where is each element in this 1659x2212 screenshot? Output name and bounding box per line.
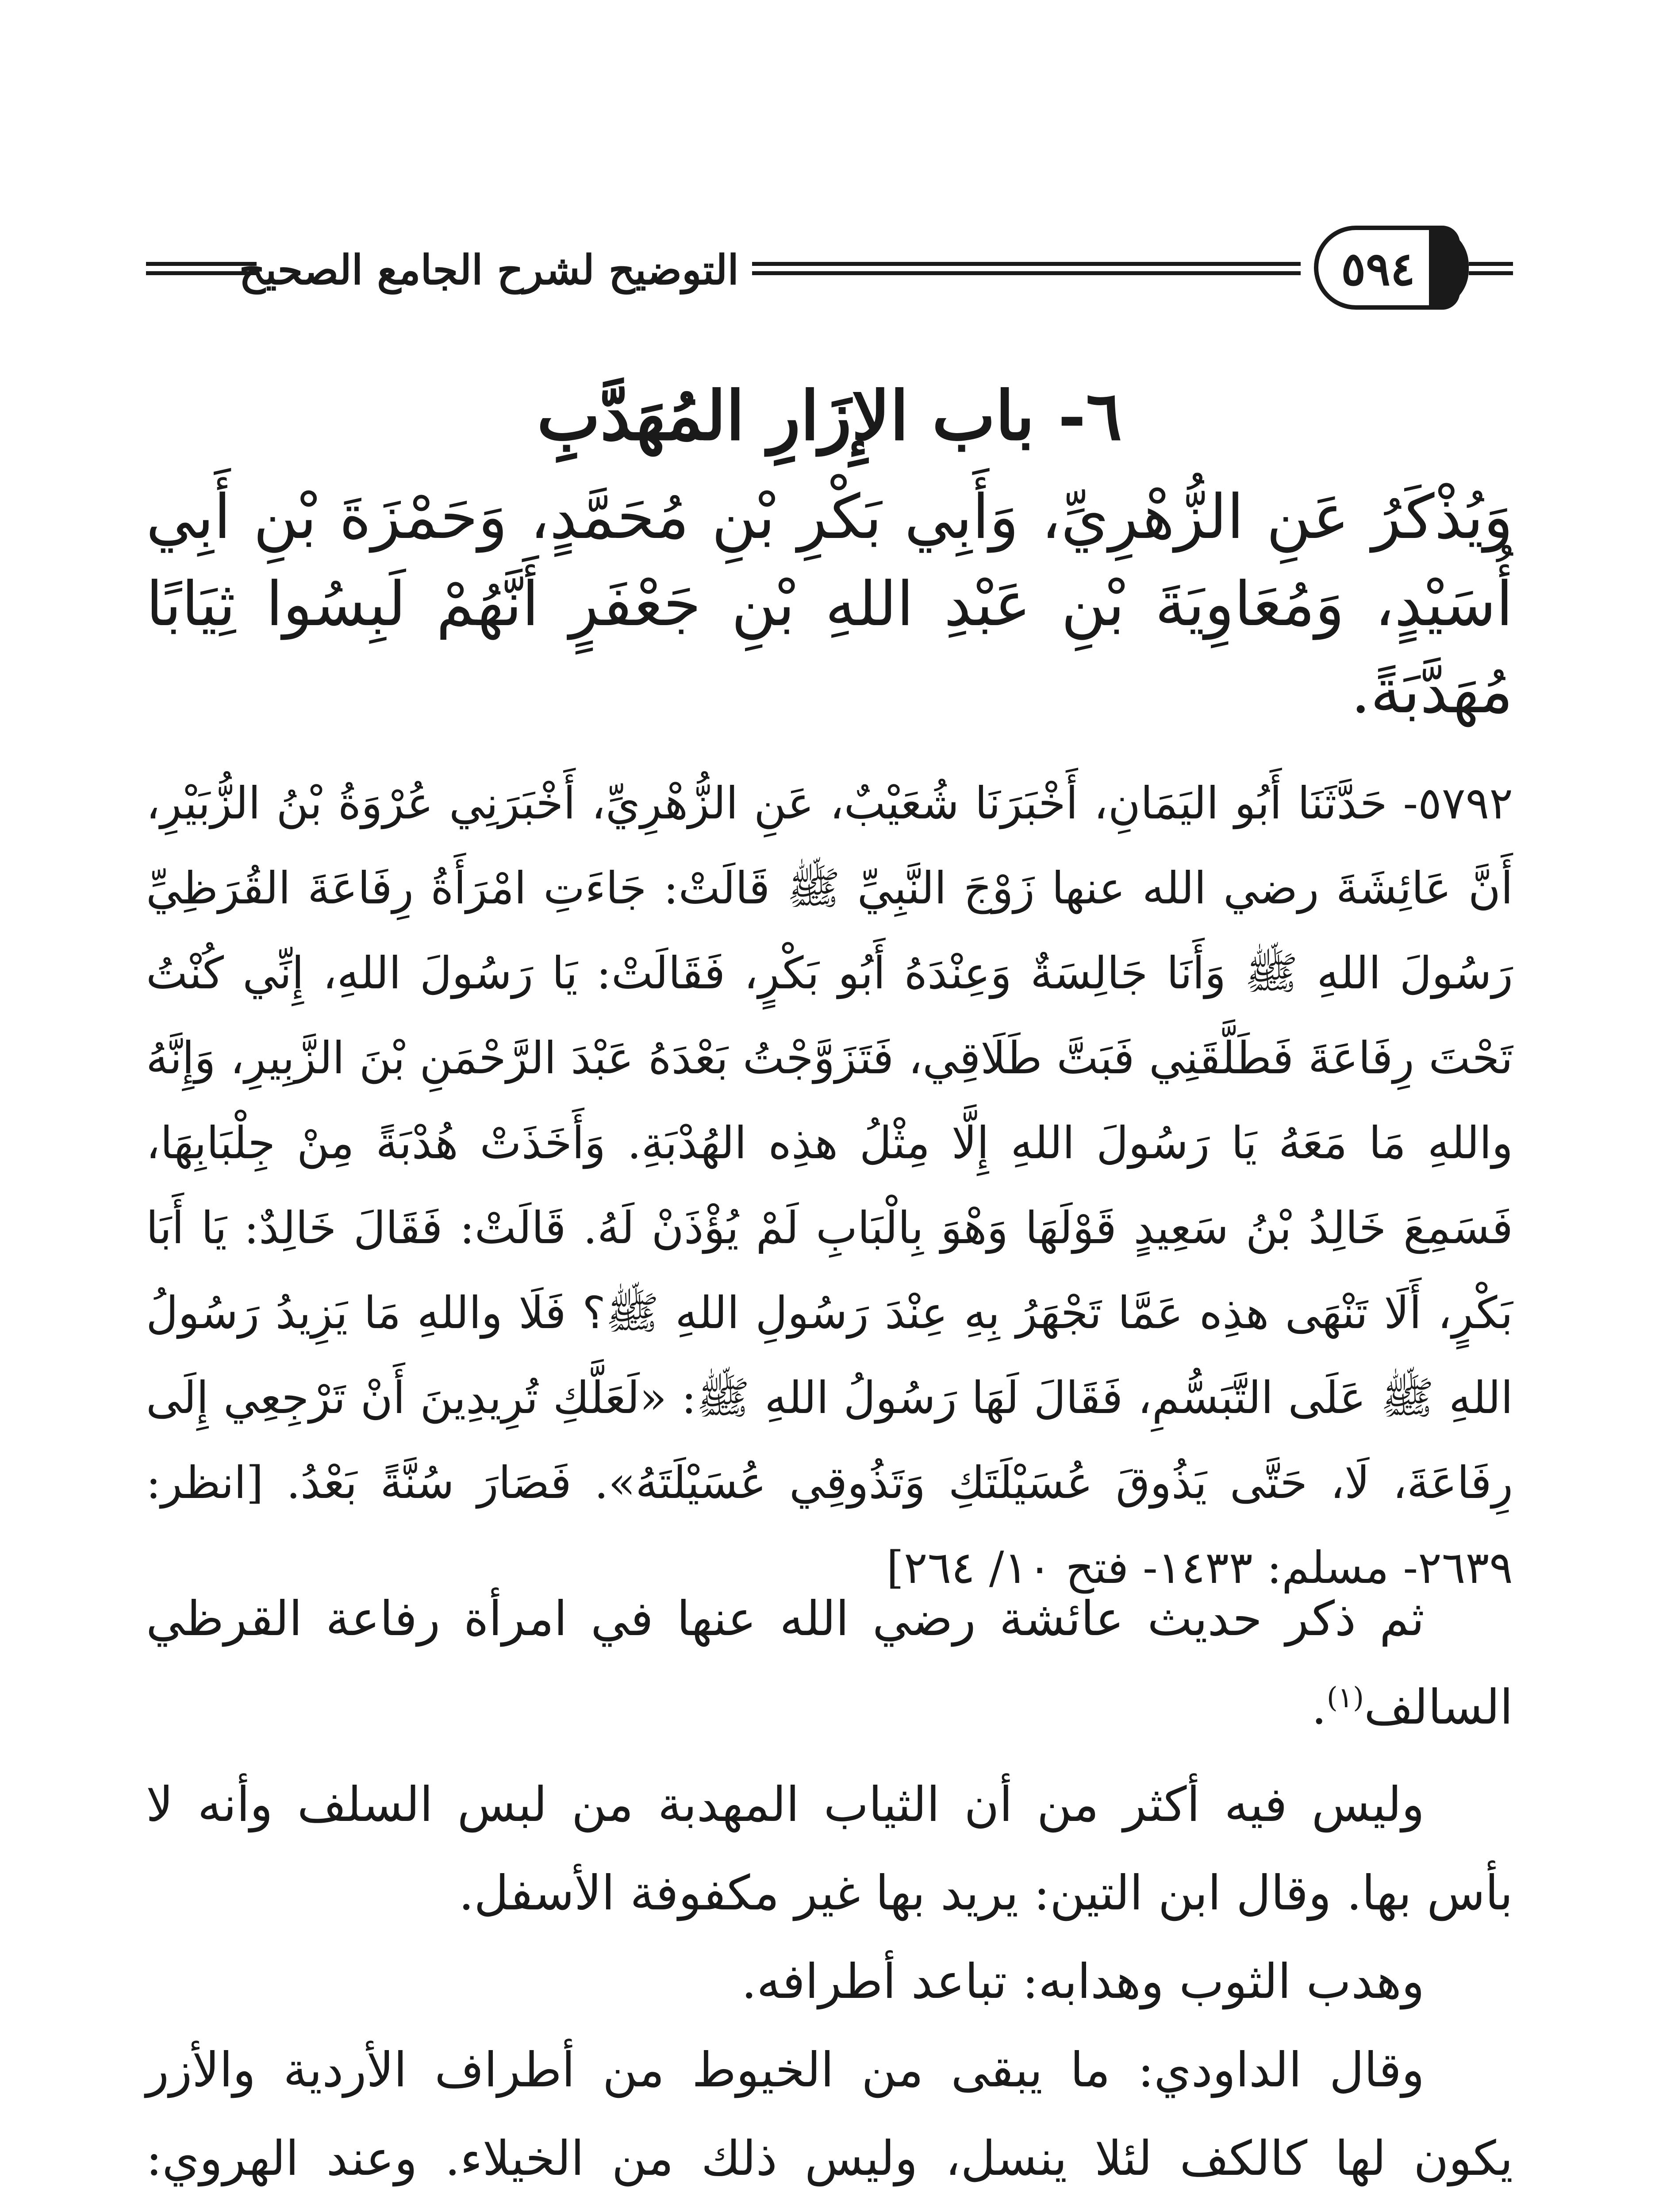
page-number-ornament-cap (1429, 226, 1469, 310)
header-rule-right (1469, 262, 1513, 275)
commentary-paragraph (146, 1575, 1513, 1752)
commentary-text: ثم ذكر حديث عائشة رضي الله عنها في امرأة رفاعة القرظي السالف (146, 1591, 1513, 1735)
commentary-paragraph: وهدب الثوب وهدابه: تباعد أطرافه. (741, 1954, 1425, 2009)
chapter-title: ٦- باب الإِزَارِ المُهَدَّبِ (537, 376, 1122, 455)
chapter-tarjama: وَيُذْكَرُ عَنِ الزُّهْرِيِّ، وَأَبِي بَكْرِ بْنِ مُحَمَّدٍ، وَحَمْزَةَ بْنِ أَبِي أُسَيْدٍ، وَمُعَاوِيَةَ بْنِ عَبْدِ اللهِ بْنِ جَعْفَرٍ أَنَّهُمْ لَبِسُوا ثِيَابًا مُهَدَّبَةً. (146, 481, 1513, 727)
commentary-paragraph: وقال الداودي: ما يبقى من الخيوط من أطراف الأردية والأزر يكون لها كالكف لئلا ينسل، وليس ذلك من الخيلاء. وعند الهروي: (146, 2043, 1513, 2186)
header-rule-middle (752, 262, 1301, 275)
running-title: التوضيح لشرح الجامع الصحيح (239, 246, 739, 294)
footnote-reference: (١) (1326, 1682, 1364, 1714)
hadith-text: ٥٧٩٢- حَدَّثَنَا أَبُو اليَمَانِ، أَخْبَرَنَا شُعَيْبٌ، عَنِ الزُّهْرِيِّ، أَخْبَرَنِي عُرْوَةُ بْنُ الزُّبَيْرِ، أَنَّ عَائِشَةَ رضي الله عنها زَوْجَ النَّبِيِّ ﷺ قَالَتْ: جَاءَتِ امْرَأَةُ رِفَاعَةَ القُرَظِيِّ رَسُولَ اللهِ ﷺ وَأَنَا جَالِسَةٌ وَعِنْدَهُ أَبُو بَكْرٍ، فَقَالَتْ: يَا رَسُولَ اللهِ، إِنِّي كُنْتُ تَحْتَ رِفَاعَةَ فَطَلَّقَنِي فَبَتَّ طَلَاقِي، فَتَزَوَّجْتُ بَعْدَهُ عَبْدَ الرَّحْمَنِ بْنَ الزَّبِيرِ، وَإِنَّهُ واللهِ مَا مَعَهُ يَا رَسُولَ اللهِ إِلَّا مِثْلُ هذِه الهُدْبَةِ. وَأَخَذَتْ هُدْبَةً مِنْ جِلْبَابِهَا، فَسَمِعَ خَالِدُ بْنُ سَعِيدٍ قَوْلَهَا وَهْوَ بِالْبَابِ لَمْ يُؤْذَنْ لَهُ. قَالَتْ: فَقَالَ خَالِدٌ: يَا أَبَا بَكْرٍ، أَلَا تَنْهَى هذِه عَمَّا تَجْهَرُ بِهِ عِنْدَ رَسُولِ اللهِ ﷺ؟ فَلَا واللهِ مَا يَزِيدُ رَسُولُ اللهِ ﷺ عَلَى التَّبَسُّمِ، فَقَالَ لَهَا رَسُولُ اللهِ ﷺ: «لَعَلَّكِ تُرِيدِينَ أَنْ تَرْجِعِي إِلَى رِفَاعَةَ، لَا، حَتَّى يَذُوقَ عُسَيْلَتَكِ وَتَذُوقِي عُسَيْلَتَهُ». فَصَارَ سُنَّةً بَعْدُ. [انظر: ٢٦٣٩- مسلم: ١٤٣٣- فتح ١٠/ ٢٦٤] (146, 777, 1513, 1594)
running-header (146, 226, 1513, 314)
page-number: ٥٩٤ (1341, 242, 1415, 296)
commentary-paragraph: وليس فيه أكثر من أن الثياب المهدبة من لبس السلف وأنه لا بأس بها. وقال ابن التين: يريد بها غير مكفوفة الأسفل. (146, 1777, 1513, 1921)
page-number-ornament (1314, 226, 1460, 310)
commentary-tail: . (1311, 1680, 1327, 1735)
